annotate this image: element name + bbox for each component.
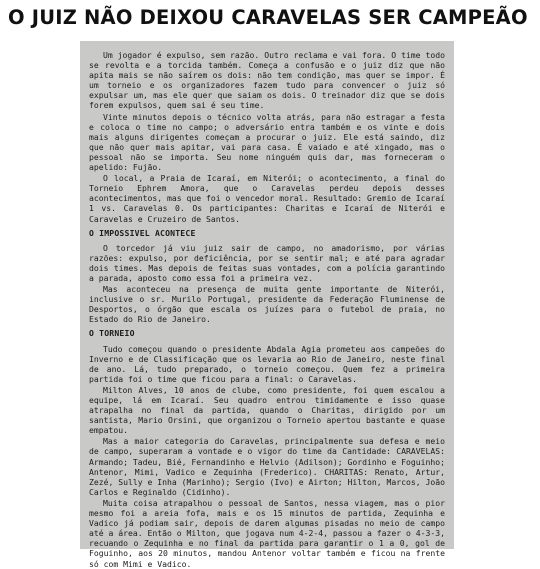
paragraph: O local, a Praia de Icaraí, em Niterói; o acontecimento, a final do Torneio Ephrem Amora, que o Caravelas perdeu depois desses acontecimentos, mas que foi o vencedor moral. Resultado: Gremio de Icaraí 1 vs. Caravelas 0. Os participantes: Charitas e Icaraí de Niterói e Caravelas e Cruzeiro de Santos. [89, 173, 445, 224]
paragraph: Tudo começou quando o presidente Abdala Agia prometeu aos campeões do Inverno e de Classificação que os levaria ao Rio de Janeiro, neste final de ano. Lá, tudo preparado, o torneio começou. Quem fez a primeira partida foi o time que ficou para a final: o Caravelas. [89, 343, 445, 384]
section-heading: O IMPOSSIVEL ACONTECE [89, 227, 196, 238]
paragraph: Milton Alves, 10 anos de clube, como presidente, foi quem escalou a equipe, lá em Icaraí. Seu quadro entrou timidamente e isso quase atrapalha no final da partida, quando o Charitas, dirigido por um santista, Mario Orsini, que organizou o Torneio apertou bastante e quase empatou. [89, 384, 445, 436]
newspaper-clipping [80, 41, 454, 569]
paragraph: Muita coisa atrapalhou o pessoal de Santos, nessa viagem, mas o pior mesmo foi a areia fofa, mais e os 15 minutos de partida, Zequinha e Vadico já podiam sair, depois de darem algumas pisadas no meio de campo até a área. Então o Milton, que jogava num 4-2-4, passou a fazer o 4-3-3, recuando o Zequinha e no final da partida para garantir o 1 a 0, gol de Foguinho, aos 20 minutos, mandou Antenor voltar também e ficou na frente só com Mimi e Vadico. [89, 497, 445, 569]
paragraph: O torcedor já viu juiz sair de campo, no amadorismo, por várias razões: expulso, por deficiência, por se sentir mal; e até para agradar dois times. Mas depois de feitas suas vontades, com a polícia garantindo a parada, aposto como essa foi a primeira vez. [89, 242, 445, 283]
paragraph: Vinte minutos depois o técnico volta atrás, para não estragar a festa e coloca o time no campo; o adversário entra também e os vinte e dois mais alguns dirigentes começam a procurar o juiz. Ele está saindo, diz que não quer mais apitar, vai para casa. É vaiado e até xingado, mas o pessoal não se importa. Seu nome ninguém quis dar, mas forneceram o apelido: Fujão. [89, 111, 445, 173]
paragraph: Mas aconteceu na presença de muita gente importante de Niterói, inclusive o sr. Murilo Portugal, presidente da Federação Fluminense de Desportos, o órgão que escala os juízes para o futebol de praia, no Estado do Rio de Janeiro. [89, 284, 445, 325]
headline: O JUIZ NÃO DEIXOU CARAVELAS SER CAMPEÃO [8, 6, 528, 29]
section-heading: O TORNEIO [89, 328, 135, 339]
paragraph: Mas a maior categoria do Caravelas, principalmente sua defesa e meio de campo, superaram a vontade e o vigor do time da Cantidade: CARAVELAS: Armando; Tadeu, Bié, Fernandinho e Helvio (Adilson); Gordinho e Foguinho; Antenor, Mimi, Vadico e Zequinha (Frederico). CHARITAS: Renato, Artur, Zezé, Sully e Inha (Marinho); Sergio (Ivo) e Airton; Hilton, Marcos, João Carlos e Reginaldo (Cidinho). [89, 436, 445, 497]
paragraph: Um jogador é expulso, sem razão. Outro reclama e vai fora. O time todo se revolta e a torcida também. Começa a confusão e o juiz diz que não apita mais se não saírem os dois: não tem condição, mas quer se impor. É um torneio e os organizadores fazem tudo para convencer o juiz só expulsar um, mas ele quer que saiam os dois. O treinador diz que se dois forem expulsos, quem sai é seu time. [89, 50, 445, 111]
